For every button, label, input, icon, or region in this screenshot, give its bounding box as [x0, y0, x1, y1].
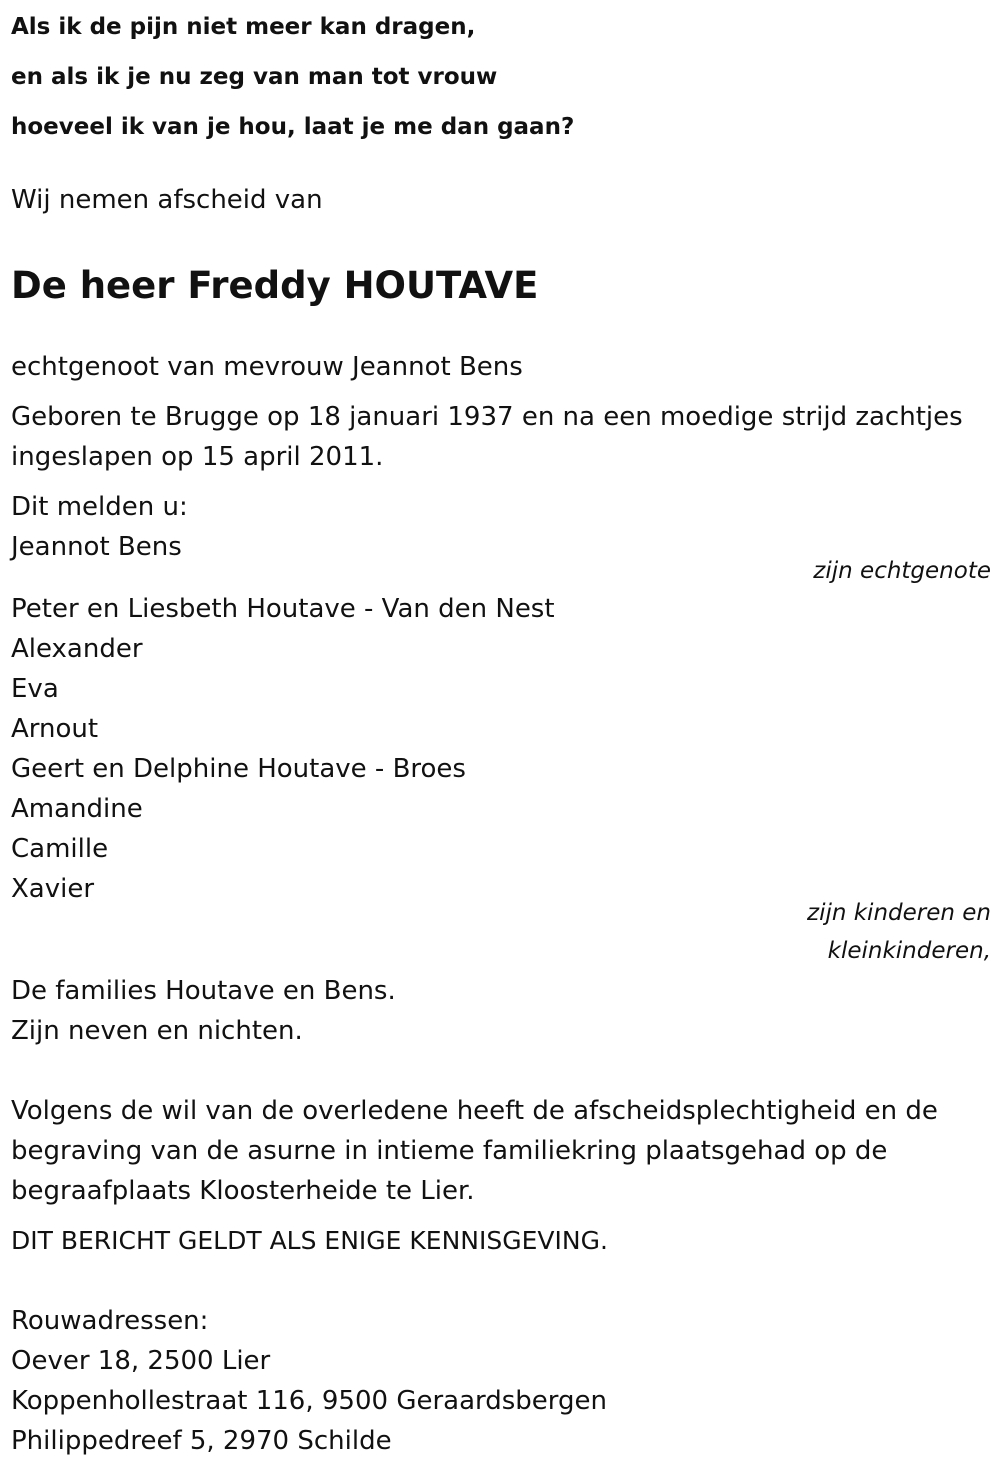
spouse-line: echtgenoot van mevrouw Jeannot Bens — [11, 352, 523, 382]
spouse-name: Jeannot Bens — [11, 532, 182, 562]
list-item: Camille — [11, 834, 109, 864]
address-item: Oever 18, 2500 Lier — [11, 1346, 271, 1376]
poem — [11, 2, 991, 152]
children-role-line-1: zijn kinderen en — [807, 900, 991, 926]
deceased-name: De heer Freddy HOUTAVE — [11, 264, 539, 307]
list-item: Xavier — [11, 874, 95, 904]
children-role-line-2: kleinkinderen, — [827, 938, 991, 964]
obituary-document — [11, 0, 991, 1461]
poem-line: hoeveel ik van je hou, laat je me dan gaan? — [11, 114, 575, 140]
families — [11, 971, 991, 1051]
list-item: Alexander — [11, 634, 143, 664]
children-list — [11, 589, 991, 909]
list-item: Arnout — [11, 714, 99, 744]
birth-death-text: Geboren te Brugge op 18 januari 1937 en na een moedige strijd zachtjes ingeslapen op 15 april 2011. — [11, 402, 963, 472]
poem-line: en als ik je nu zeg van man tot vrouw — [11, 64, 498, 90]
poem-line: Als ik de pijn niet meer kan dragen, — [11, 14, 476, 40]
list-item: Geert en Delphine Houtave - Broes — [11, 754, 466, 784]
list-item: Eva — [11, 674, 59, 704]
list-item: Amandine — [11, 794, 143, 824]
notice-text: DIT BERICHT GELDT ALS ENIGE KENNISGEVING. — [11, 1226, 608, 1255]
address-item: Philippedreef 5, 2970 Schilde — [11, 1426, 392, 1456]
address-item: Koppenhollestraat 116, 9500 Geraardsbergen — [11, 1386, 608, 1416]
families-line: De families Houtave en Bens. — [11, 976, 396, 1006]
ceremony-text: Volgens de wil van de overledene heeft de afscheidsplechtigheid en de begraving van de asurne in intieme familiekring plaatsgehad op de begraafplaats Kloosterheide te Lier. — [11, 1096, 938, 1206]
addresses — [11, 1301, 991, 1461]
families-line: Zijn neven en nichten. — [11, 1016, 303, 1046]
list-item: Peter en Liesbeth Houtave - Van den Nest — [11, 594, 555, 624]
mention-label: Dit melden u: — [11, 492, 188, 522]
intro-text: Wij nemen afscheid van — [11, 185, 323, 215]
spouse-role: zijn echtgenote — [813, 558, 991, 584]
addresses-label: Rouwadressen: — [11, 1306, 209, 1336]
